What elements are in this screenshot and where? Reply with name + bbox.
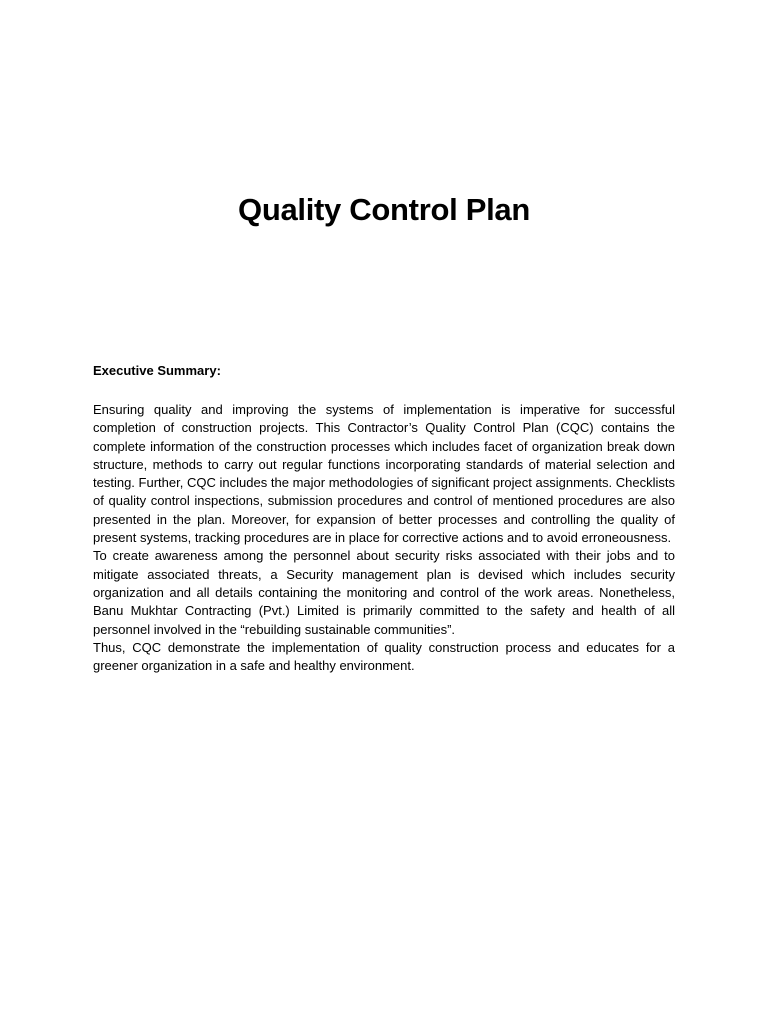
paragraph-3: Thus, CQC demonstrate the implementation of quality construction process and educates for a greener organization in a safe and healthy environment.: [93, 639, 675, 674]
page-title: Quality Control Plan: [238, 192, 530, 227]
paragraph-2: To create awareness among the personnel about security risks associated with their jobs and to mitigate associated threats, a Security management plan is devised which includes security organization and all details containing the monitoring and control of the work areas. Nonetheless, Banu Mukhtar Contracting (Pvt.) Limited is primarily committed to the safety and health of all personnel involved in the “rebuilding sustainable communities”.: [93, 548, 675, 637]
section-heading: Executive Summary:: [93, 363, 221, 378]
paragraph-1: Ensuring quality and improving the systems of implementation is imperative for successful completion of construction projects. This Contractor’s Quality Control Plan (CQC) contains the complete information of the construction processes which includes facet of organization break down structure, methods to carry out regular functions incorporating standards of material selection and testing. Further, CQC includes the major methodologies of significant project assignments. Checklists of quality control inspections, submission procedures and control of mentioned procedures are also presented in the plan. Moreover, for expansion of better processes and controlling the quality of present systems, tracking procedures are in place for corrective actions and to avoid erroneousness.: [93, 402, 675, 546]
executive-summary-body: [93, 401, 675, 675]
